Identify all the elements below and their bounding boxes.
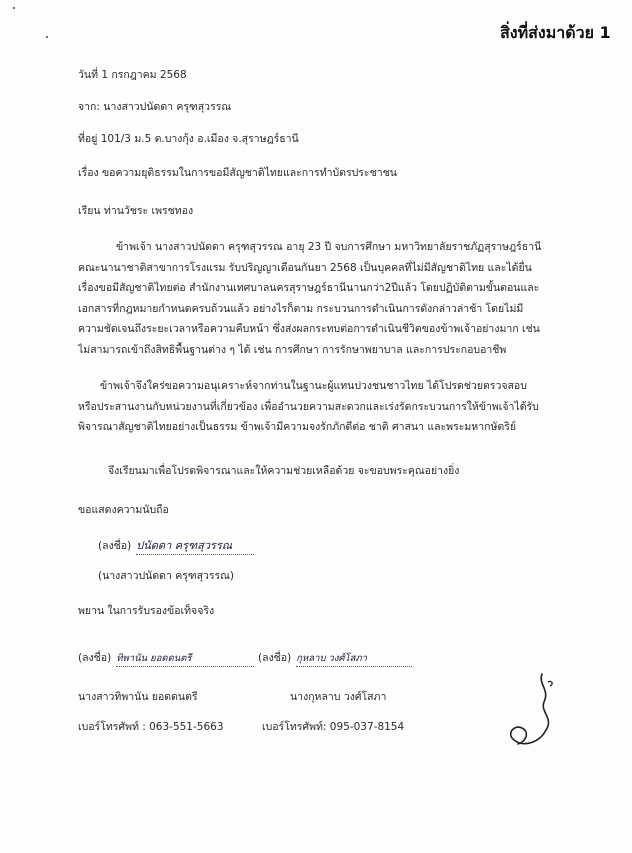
witness-2-name: นางกุหลาบ วงศ์โสภา	[290, 691, 387, 703]
body-paragraph-2	[78, 376, 562, 438]
witness-2-signature-line	[258, 646, 412, 667]
closing-request: จึงเรียนมาเพื่อโปรดพิจารณาและให้ความช่วยเหลือด้วย จะขอบพระคุณอย่างยิ่ง	[108, 465, 460, 477]
body-line: คณะนานาชาติสาขาการโรงแรม รับปริญญาเดือนกันยา 2568 เป็นบุคคลที่ไม่มีสัญชาติไทย และได้ยื่น	[78, 261, 532, 274]
witness-2-signature: กุหลาบ วงศ์โสภา	[296, 651, 412, 667]
body-line: ไม่สามารถเข้าถึงสิทธิพื้นฐานต่าง ๆ ได้ เช่น การศึกษา การรักษาพยาบาล และการประกอบอาชีพ	[78, 343, 507, 356]
handwritten-mark-icon	[500, 668, 560, 758]
regards-line: ขอแสดงความนับถือ	[78, 504, 169, 516]
body-line: เรื่องขอมีสัญชาติไทยต่อ สำนักงานเทศบาลนครสุราษฎร์ธานีนานกว่า2ปีแล้ว โดยปฏิบัติตามขั้นตอนและ	[78, 282, 540, 294]
body-line: ข้าพเจ้าจึงใคร่ขอความอนุเคราะห์จากท่านในฐานะผู้แทนปวงชนชาวไทย ได้โปรดช่วยตรวจสอบ	[100, 380, 527, 392]
witness-heading: พยาน ในการรับรองข้อเท็จจริง	[78, 605, 215, 617]
body-line: ข้าพเจ้า นางสาวปนัดดา ครุฑสุวรรณ อายุ 23 ปี จบการศึกษา มหาวิทยาลัยราชภัฏสุราษฎร์ธานี	[116, 241, 542, 253]
sign-label: (ลงชื่อ)	[98, 540, 132, 552]
subject-line: เรื่อง ขอความยุติธรรมในการขอมีสัญชาติไทยและการทำบัตรประชาชน	[78, 167, 397, 179]
body-line: เอกสารที่กฎหมายกำหนดครบถ้วนแล้ว อย่างไรก็ตาม กระบวนการดำเนินการดังกล่าวล่าช้า โดยไม่มี	[78, 302, 524, 315]
attachment-note: สิ่งที่ส่งมาด้วย 1	[500, 23, 611, 42]
body-line: หรือประสานงานกับหน่วยงานที่เกี่ยวข้อง เพื่ออำนวยความสะดวกและเร่งรัดกระบวนการให้ข้าพเจ้าได้รับ	[78, 400, 539, 413]
witness-1-phone: เบอร์โทรศัพท์ : 063-551-5663	[78, 721, 224, 733]
body-paragraph-1	[78, 237, 562, 360]
signer-signature: ปนัดดา ครุฑสุวรรณ	[136, 536, 254, 555]
witness-1-signature: ทิพานัน ยอดดนตรี	[116, 651, 254, 667]
date-line: วันที่ 1 กรกฎาคม 2568	[78, 69, 187, 81]
body-line: พิจารณาสัญชาติไทยอย่างเป็นธรรม ข้าพเจ้ามีความจงรักภักดีต่อ ชาติ ศาสนา และพระมหากษัตริย์	[78, 421, 517, 433]
sign-label: (ลงชื่อ)	[78, 652, 112, 664]
from-line: จาก: นางสาวปนัดดา ครุฑสุวรรณ	[78, 101, 232, 113]
signer-printed-name: (นางสาวปนัดดา ครุฑสุวรรณ)	[98, 570, 235, 582]
witness-1-signature-line	[78, 646, 254, 667]
signer-signature-line	[98, 534, 254, 555]
witness-1-name: นางสาวทิพานัน ยอดดนตรี	[78, 691, 198, 703]
scan-speck	[46, 36, 48, 38]
address-line: ที่อยู่ 101/3 ม.5 ต.บางกุ้ง อ.เมือง จ.สุราษฎร์ธานี	[78, 133, 299, 145]
scan-speck	[13, 7, 15, 9]
salutation-line: เรียน ท่านวัชระ เพรชทอง	[78, 205, 194, 217]
sign-label: (ลงชื่อ)	[258, 652, 292, 664]
witness-2-phone: เบอร์โทรศัพท์: 095-037-8154	[262, 721, 405, 733]
body-line: ความชัดเจนถึงระยะเวลาหรือความคืบหน้า ซึ่งส่งผลกระทบต่อการดำเนินชีวิตของข้าพเจ้าอย่างมาก เช่น	[78, 323, 540, 335]
